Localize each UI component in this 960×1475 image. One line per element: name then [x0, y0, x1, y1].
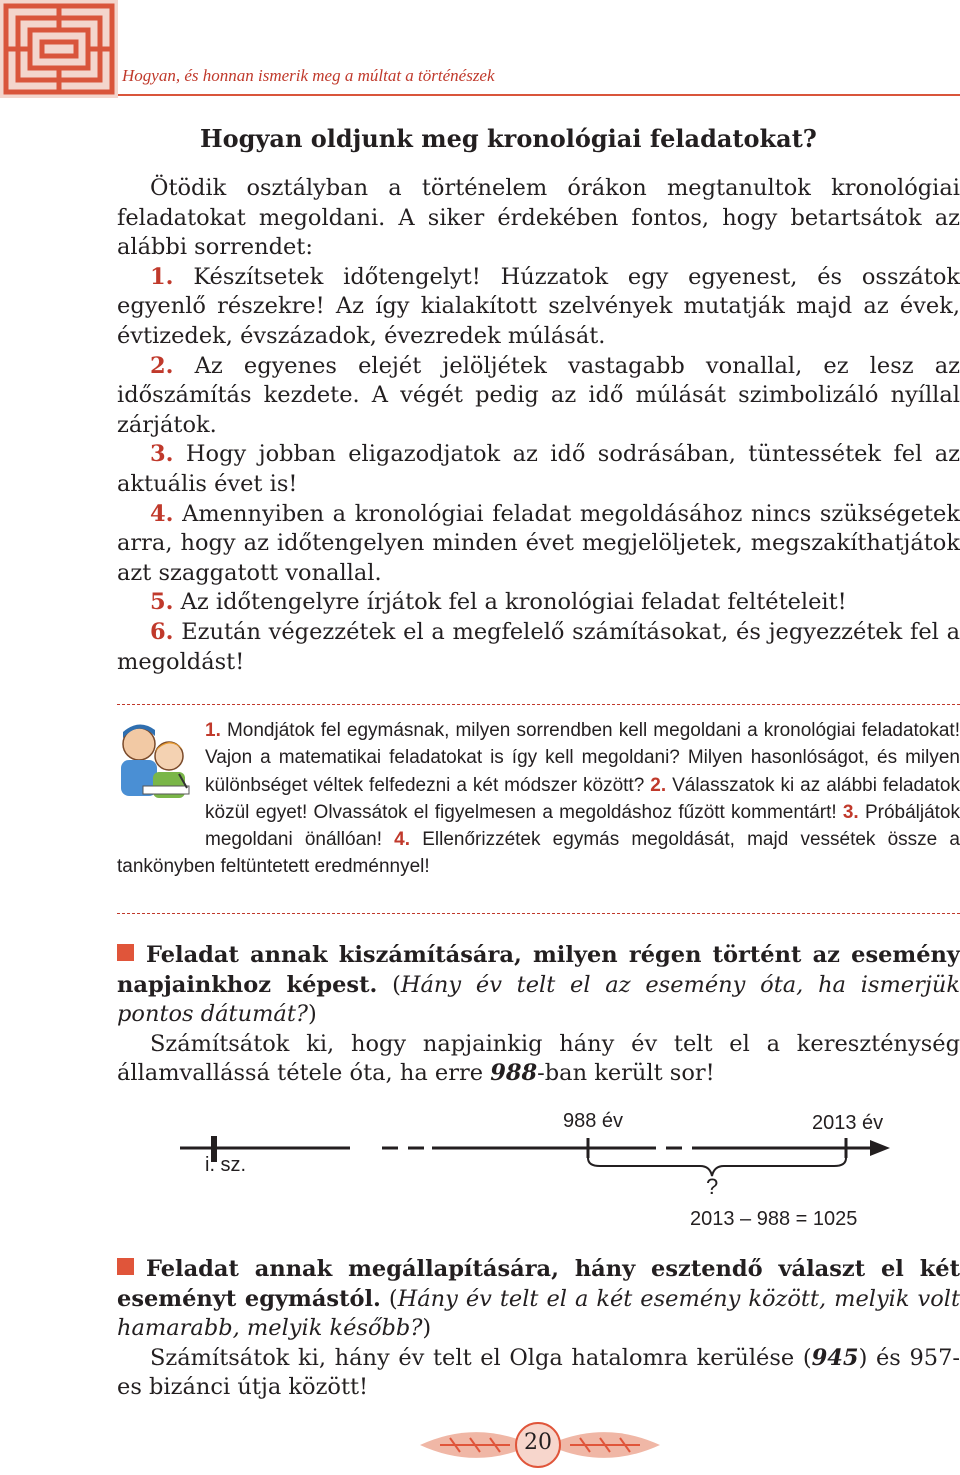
- task-text-4: Ellenőrizzétek egymás megoldását, majd vessétek össze a tankönyben feltüntetett eredménnyel!: [117, 829, 960, 878]
- timeline-start-label: i. sz.: [205, 1154, 247, 1176]
- exercise-2-heading: Feladat annak megállapítására, hány esztendő választ el két eseményt egymástól. (Hány év telt el a két esemény között, melyik volt hamarabb, melyik később?): [117, 1256, 960, 1342]
- task-text-2: Válasszatok ki az alábbi feladatok közül egyet! Olvassátok el figyelmesen a megoldáshoz fűzött kommentárt!: [205, 774, 960, 823]
- timeline-equation: 2013 – 988 = 1025: [690, 1208, 858, 1230]
- task-text-3: Próbáljátok megoldani önállóan!: [205, 801, 960, 851]
- timeline-question-mark: ?: [706, 1174, 719, 1199]
- task-box: 1. Mondjátok fel egymásnak, milyen sorrendben kell megoldani a kronológiai feladatokat! Vajon a matematikai feladatokat is így kell megoldani? Milyen hasonlóságot, és milyen különbséget véltek felfedezni a két módszer között? 2. Válasszatok ki az alábbi feladatok közül egyet! Olvassátok el figyelmesen a megoldáshoz fűzött kommentárt! 3. Próbáljátok megoldani önállóan! 4. Ellenőrizzétek egymás megoldását, majd vessétek össze a tankönyben feltüntetett eredménnyel!: [117, 720, 960, 878]
- step-1: 1. Készítsetek időtengelyt! Húzzatok egy egyenest, és osszátok egyenlő részekre! Az így kialakított szelvények mutatják majd az évek, évtizedek, évszázadok, évezredek múlását.: [117, 263, 960, 349]
- step-4: 4. Amennyiben a kronológiai feladat megoldásához nincs szükségetek arra, hogy az időtengelyen minden évet megjelöljetek, megszakíthatjátok azt szaggatott vonallal.: [117, 500, 960, 586]
- task-text-1: Mondjátok fel egymásnak, milyen sorrendben kell megoldani a kronológiai feladatokat! Vajon a matematikai feladatokat is így kell megoldani? Milyen hasonlóságot, és milyen különbséget véltek felfedezni a két módszer között?: [205, 720, 960, 796]
- step-2: 2. Az egyenes elejét jelöljétek vastagabb vonallal, ez lesz az időszámítás kezdete. A végét pedig az idő múlását szimbolizáló nyíllal zárjátok.: [117, 352, 960, 438]
- exercise-1-heading: Feladat annak kiszámítására, milyen régen történt az esemény napjainkhoz képest. (Hány év telt el az esemény óta, ha ismerjük pontos dátumát?): [117, 942, 960, 1028]
- timeline-label-988: 988 év: [563, 1110, 624, 1132]
- bullet-square-icon: [117, 944, 134, 961]
- bullet-square-icon: [117, 1258, 134, 1275]
- corner-ornament: [0, 0, 118, 98]
- header-rule: [118, 94, 960, 96]
- section-title: Hogyan oldjunk meg kronológiai feladatokat?: [200, 124, 817, 153]
- step-3: 3. Hogy jobban eligazodjatok az idő sodrásában, tüntessétek fel az aktuális évet is!: [117, 441, 960, 497]
- instructions: [117, 174, 960, 677]
- intro-paragraph: Ötödik osztályban a történelem órákon megtanultok kronológiai feladatokat megoldani. A siker érdekében fontos, hogy betartsátok az alábbi sorrendet:: [117, 175, 960, 261]
- running-title: Hogyan, és honnan ismerik meg a múltat a történészek: [122, 66, 495, 85]
- exercise-2: [117, 1255, 960, 1403]
- exercise-2-question: Számítsátok ki, hány év telt el Olga hatalomra kerülése (945) és 957-es bizánci útja között!: [117, 1344, 960, 1401]
- step-6: 6. Ezután végezzétek el a megfelelő számításokat, és jegyezzétek fel a megoldást!: [117, 618, 960, 675]
- exercise-1: [117, 941, 960, 1089]
- exercise-1-question: Számítsátok ki, hogy napjainkig hány év telt el a kereszténység államvallássá tétele óta, ha erre 988-ban került sor!: [117, 1030, 960, 1087]
- task-box-top-rule: [117, 704, 960, 705]
- timeline-label-2013: 2013 év: [812, 1112, 884, 1134]
- page-number: 20: [524, 1430, 552, 1455]
- task-box-bottom-rule: [117, 913, 960, 914]
- step-5: 5. Az időtengelyre írjátok fel a kronológiai feladat feltételeit!: [150, 589, 847, 616]
